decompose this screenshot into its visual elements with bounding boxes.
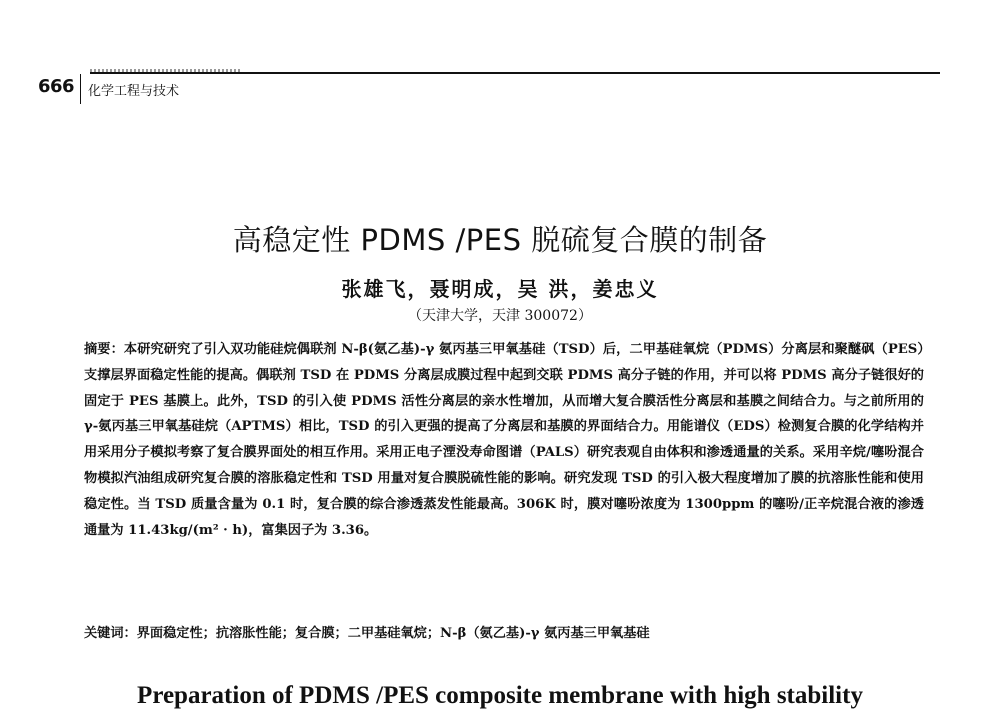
journal-name: 化学工程与技术: [88, 84, 180, 99]
keywords: [84, 622, 924, 641]
abstract-body: 本研究研究了引入双功能硅烷偶联剂 N-β(氨乙基)-γ 氨丙基三甲氧基硅（TSD）后，二甲基硅氧烷（PDMS）分离层和聚醚砜（PES）支撑层界面稳定性能的提高。偶联剂 TSD 在 PDMS 分离层成膜过程中起到交联 PDMS 高分子链的作用，并可以将 PDMS 高分子链很好的固定于 PES 基膜上。此外，TSD 的引入使 PDMS 活性分离层的亲水性增加，从而增大复合膜活性分离层和基膜之间结合力。与之前所用的 γ-氨丙基三甲氧基硅烷（APTMS）相比，TSD 的引入更强的提高了分离层和基膜的界面结合力。用能谱仪（EDS）检测复合膜的化学结构并用采用分子模拟考察了复合膜界面处的相互作用。采用正电子湮没寿命图谱（PALS）研究表观自由体积和渗透通量的关系。采用辛烷/噻吩混合物模拟汽油组成研究复合膜的溶胀稳定性和 TSD 用量对复合膜脱硫性能的影响。研究发现 TSD 的引入极大程度增加了膜的抗溶胀性能和使用稳定性。当 TSD 质量含量为 0.1 时，复合膜的综合渗透蒸发性能最高。306K 时，膜对噻吩浓度为 1300ppm 的噻吩/正辛烷混合液的渗透通量为 11.43kg/(m² · h)，富集因子为 3.36。: [84, 342, 925, 538]
author-affiliation: （天津大学，天津 300072）: [408, 308, 592, 324]
abstract-label: 摘要：: [84, 342, 124, 357]
header-divider: [80, 74, 81, 104]
keywords-label: 关键词：: [84, 626, 137, 641]
article-title-english: Preparation of PDMS /PES composite membrane with high stability: [137, 682, 863, 709]
header-rule: [90, 72, 940, 74]
abstract: [84, 337, 924, 543]
keywords-body: 界面稳定性；抗溶胀性能；复合膜；二甲基硅氧烷；N-β（氨乙基)-γ 氨丙基三甲氧基硅: [136, 626, 650, 641]
article-title-chinese: 高稳定性 PDMS /PES 脱硫复合膜的制备: [232, 223, 768, 257]
page-number: 666: [38, 76, 75, 97]
author-list: 张雄飞，聂明成，吴 洪，姜忠义: [341, 277, 659, 301]
